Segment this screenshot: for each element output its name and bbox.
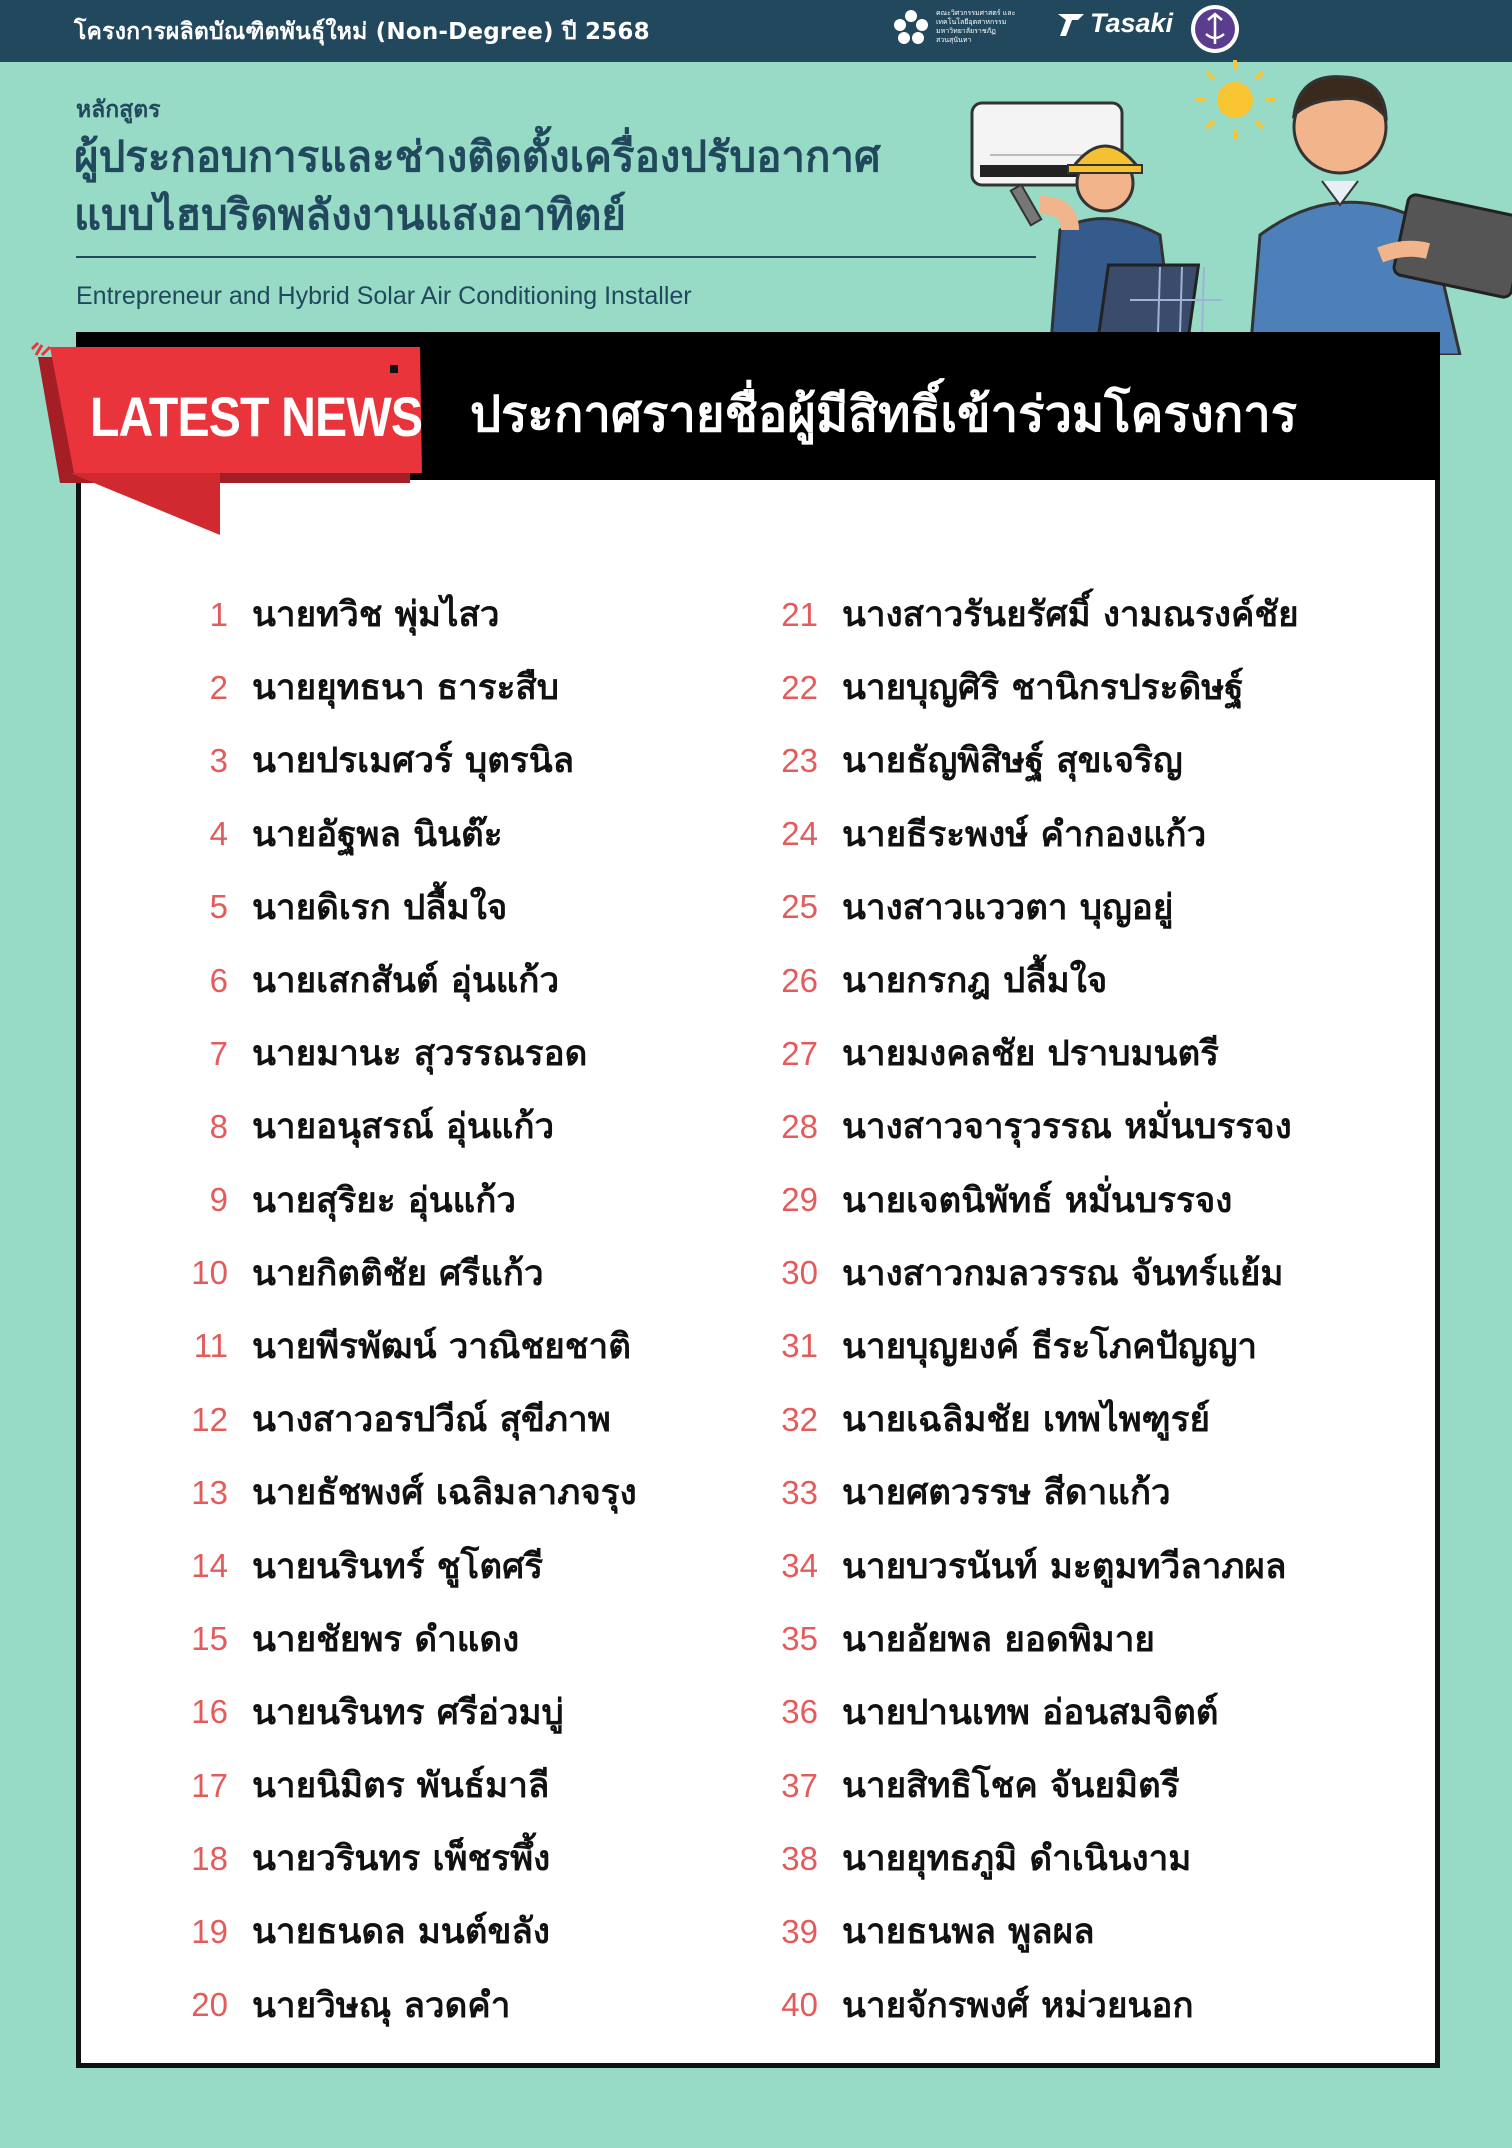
sun-icon xyxy=(1195,60,1275,140)
technicians-illustration xyxy=(960,55,1512,355)
list-item-number: 16 xyxy=(191,1693,228,1731)
list-item-name: นายเสกสันต์ อุ่นแก้ว xyxy=(252,961,560,1002)
list-item-number: 33 xyxy=(781,1473,818,1511)
list-item xyxy=(760,1895,1299,1968)
list-item xyxy=(170,724,637,797)
list-item-name: นายยุทธภูมิ ดำเนินงาม xyxy=(842,1839,1192,1880)
list-item xyxy=(170,944,637,1017)
list-item-number: 19 xyxy=(191,1912,228,1950)
list-item xyxy=(170,1529,637,1602)
list-item xyxy=(170,1310,637,1383)
list-item-name: นายพีรพัฒน์ วาณิชยชาติ xyxy=(252,1326,631,1367)
names-list-left xyxy=(170,578,637,2042)
list-item-number: 21 xyxy=(781,595,818,633)
list-item-name: นายกิตติชัย ศรีแก้ว xyxy=(252,1253,544,1294)
course-title xyxy=(74,128,974,244)
list-item xyxy=(170,1383,637,1456)
announcement-title: ประกาศรายชื่อผู้มีสิทธิ์เข้าร่วมโครงการ xyxy=(470,386,1298,443)
course-title-line-1: ผู้ประกอบการและช่างติดตั้งเครื่องปรับอากาศ xyxy=(74,132,881,181)
list-item xyxy=(760,724,1299,797)
list-item-number: 30 xyxy=(781,1254,818,1292)
list-item xyxy=(170,1456,637,1529)
list-item-number: 27 xyxy=(781,1034,818,1072)
list-item-number: 28 xyxy=(781,1107,818,1145)
list-item-number: 17 xyxy=(191,1766,228,1804)
list-item-number: 20 xyxy=(191,1986,228,2024)
list-item xyxy=(760,1749,1299,1822)
list-item-number: 11 xyxy=(193,1327,228,1365)
list-item-name: นายสิทธิโชค จันยมิตรี xyxy=(842,1766,1180,1807)
list-item-number: 38 xyxy=(781,1839,818,1877)
list-item xyxy=(760,1017,1299,1090)
list-item-name: นายปรเมศวร์ บุตรนิล xyxy=(252,741,575,782)
list-item-name: นายปานเทพ อ่อนสมจิตต์ xyxy=(842,1692,1219,1733)
course-label: หลักสูตร xyxy=(76,97,161,123)
list-item-name: นายมงคลชัย ปราบมนตรี xyxy=(842,1034,1219,1075)
list-item xyxy=(170,1237,637,1310)
list-item-name: นางสาวรันยรัศมิ์ งามณรงค์ชัย xyxy=(842,595,1299,636)
list-item-name: นายธัชพงศ์ เฉลิมลาภจรุง xyxy=(252,1473,637,1514)
list-item-name: นายทวิช พุ่มไสว xyxy=(252,595,500,636)
list-item-name: นายอัฐพล นินต๊ะ xyxy=(252,814,503,855)
latest-news-text: LATEST NEWS xyxy=(90,385,423,448)
list-item-name: นายกรกฎ ปลื้มใจ xyxy=(842,961,1108,1002)
list-item xyxy=(760,1090,1299,1163)
list-item xyxy=(760,1529,1299,1602)
list-item-name: นายเฉลิมชัย เทพไพฑูรย์ xyxy=(842,1400,1210,1441)
list-item-name: นายศตวรรษ สีดาแก้ว xyxy=(842,1473,1171,1514)
list-item-name: นายยุทธนา ธาระสืบ xyxy=(252,668,559,709)
list-item-number: 32 xyxy=(781,1400,818,1438)
list-item-number: 14 xyxy=(191,1547,228,1585)
list-item-name: นายธัญพิสิษฐ์ สุขเจริญ xyxy=(842,741,1183,782)
list-item xyxy=(170,1895,637,1968)
list-item-name: นายบวรนันท์ มะตูมทวีลาภผล xyxy=(842,1546,1287,1587)
list-item-number: 9 xyxy=(209,1181,228,1219)
list-item-number: 37 xyxy=(781,1766,818,1804)
solar-panel-icon xyxy=(1099,265,1222,335)
list-item-number: 8 xyxy=(209,1107,228,1145)
list-item xyxy=(760,944,1299,1017)
list-item-name: นายธีระพงษ์ คำกองแก้ว xyxy=(842,814,1207,855)
university-seal-icon xyxy=(1190,4,1240,54)
list-item-number: 29 xyxy=(781,1181,818,1219)
list-item-name: นายสุริยะ อุ่นแก้ว xyxy=(252,1180,517,1221)
list-item-number: 13 xyxy=(191,1473,228,1511)
list-item-name: นายอนุสรณ์ อุ่นแก้ว xyxy=(252,1107,555,1148)
list-item xyxy=(760,1969,1299,2042)
list-item-name: นายธนดล มนต์ขลัง xyxy=(252,1912,550,1953)
list-item-number: 6 xyxy=(209,961,228,999)
tasaki-logo xyxy=(1056,8,1173,39)
top-bar xyxy=(0,0,1512,62)
list-item xyxy=(170,1164,637,1237)
list-item xyxy=(760,578,1299,651)
tasaki-brand-text: Tasaki xyxy=(1090,8,1174,38)
list-item-number: 22 xyxy=(781,668,818,706)
list-item-number: 4 xyxy=(209,815,228,853)
list-item xyxy=(170,1969,637,2042)
list-item-number: 36 xyxy=(781,1693,818,1731)
list-item xyxy=(760,651,1299,724)
list-item-number: 24 xyxy=(781,815,818,853)
list-item-name: นายนรินทร์ ชูโตศรี xyxy=(252,1546,544,1587)
list-item xyxy=(170,1090,637,1163)
list-item xyxy=(760,871,1299,944)
list-item-number: 34 xyxy=(781,1547,818,1585)
list-item-number: 23 xyxy=(781,741,818,779)
list-item-name: นายบุญยงค์ ธีระโภคปัญญา xyxy=(842,1326,1258,1367)
list-item-number: 2 xyxy=(209,668,228,706)
list-item xyxy=(760,1383,1299,1456)
list-item-name: นางสาวกมลวรรณ จันทร์แย้ม xyxy=(842,1253,1284,1294)
divider xyxy=(76,256,1036,258)
list-item-name: นายดิเรก ปลื้มใจ xyxy=(252,887,508,928)
tasaki-mark-icon xyxy=(1056,10,1086,38)
list-item-name: นายวรินทร เพ็ชรพึ้ง xyxy=(252,1839,551,1880)
list-item-number: 18 xyxy=(191,1839,228,1877)
list-item-name: นายจักรพงศ์ หม่วยนอก xyxy=(842,1985,1194,2026)
list-item xyxy=(170,1676,637,1749)
list-item xyxy=(170,651,637,724)
list-item-name: นายวิษณุ ลวดคำ xyxy=(252,1985,511,2026)
faculty-logo xyxy=(892,8,1028,46)
list-item-number: 40 xyxy=(781,1986,818,2024)
list-item xyxy=(170,871,637,944)
list-item xyxy=(170,1822,637,1895)
list-item-number: 10 xyxy=(191,1254,228,1292)
list-item-number: 3 xyxy=(209,741,228,779)
project-title: โครงการผลิตบัณฑิตพันธุ์ใหม่ (Non-Degree) ปี 2568 xyxy=(74,19,650,45)
list-item-name: นายนิมิตร พันธ์มาลี xyxy=(252,1766,550,1807)
list-item xyxy=(760,1237,1299,1310)
flower-logo-icon xyxy=(892,8,930,46)
list-item-name: นายนรินทร ศรีอ่วมบู่ xyxy=(252,1692,564,1733)
list-item xyxy=(760,1676,1299,1749)
names-list-right xyxy=(760,578,1299,2042)
list-item xyxy=(170,1603,637,1676)
list-item-number: 35 xyxy=(781,1620,818,1658)
list-item-number: 5 xyxy=(209,888,228,926)
list-item-number: 39 xyxy=(781,1912,818,1950)
list-item-name: นางสาวจารุวรรณ หมั่นบรรจง xyxy=(842,1107,1292,1148)
list-item xyxy=(760,1310,1299,1383)
course-title-line-2: แบบไฮบริดพลังงานแสงอาทิตย์ xyxy=(74,190,626,239)
list-item xyxy=(170,578,637,651)
list-item-number: 7 xyxy=(209,1034,228,1072)
list-item-number: 1 xyxy=(209,595,228,633)
list-item-name: นายบุญศิริ ชานิกรประดิษฐ์ xyxy=(842,668,1244,709)
list-item-name: นายมานะ สุวรรณรอด xyxy=(252,1034,588,1075)
list-item-name: นางสาวแววตา บุญอยู่ xyxy=(842,887,1174,928)
list-item-name: นายอัยพล ยอดพิมาย xyxy=(842,1619,1155,1660)
list-item-number: 15 xyxy=(191,1620,228,1658)
list-item-name: นางสาวอรปวีณ์ สุขีภาพ xyxy=(252,1400,611,1441)
list-item-number: 31 xyxy=(781,1327,818,1365)
list-item-number: 25 xyxy=(781,888,818,926)
list-item xyxy=(760,1822,1299,1895)
list-item xyxy=(760,798,1299,871)
list-item-name: นายเจตนิพัทธ์ หมั่นบรรจง xyxy=(842,1180,1233,1221)
list-item xyxy=(170,1017,637,1090)
course-title-english: Entrepreneur and Hybrid Solar Air Conditioning Installer xyxy=(76,282,692,310)
list-item xyxy=(170,798,637,871)
list-item-name: นายชัยพร ดำแดง xyxy=(252,1619,520,1660)
list-item-number: 12 xyxy=(191,1400,228,1438)
faculty-logo-text: คณะวิศวกรรมศาสตร์ และเทคโนโลยีอุตสาหกรรม มหาวิทยาลัยราชภัฏสวนสุนันทา xyxy=(936,9,1016,44)
list-item xyxy=(760,1603,1299,1676)
list-item xyxy=(170,1749,637,1822)
list-item xyxy=(760,1164,1299,1237)
list-item xyxy=(760,1456,1299,1529)
list-item-number: 26 xyxy=(781,961,818,999)
list-item-name: นายธนพล พูลผล xyxy=(842,1912,1095,1953)
